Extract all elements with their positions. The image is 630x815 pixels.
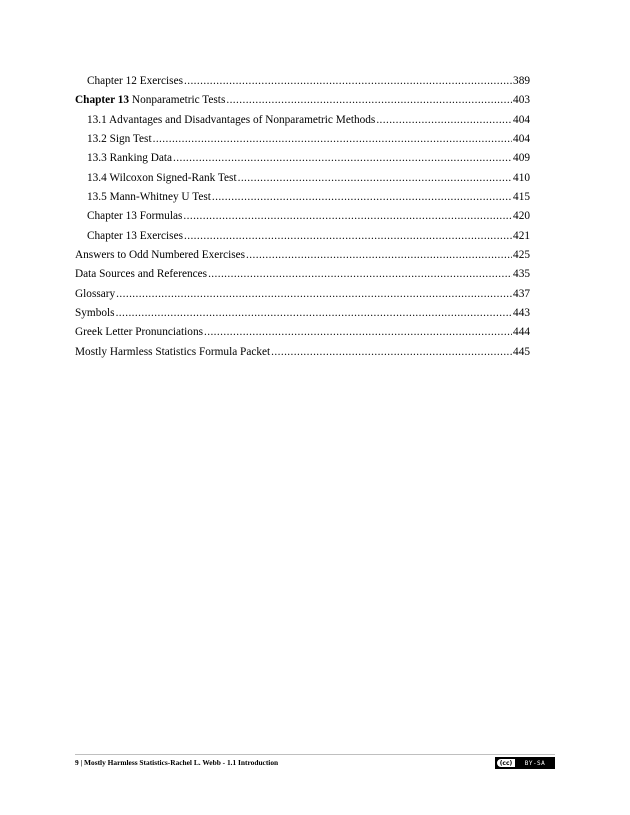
toc-entry-label: Chapter 13 Nonparametric Tests [75, 94, 226, 107]
dot-leader [183, 207, 512, 226]
toc-entry-label: Answers to Odd Numbered Exercises [75, 249, 246, 262]
toc-entry-page: 409 [513, 152, 530, 165]
toc-entry-label: Mostly Harmless Statistics Formula Packet [75, 345, 271, 358]
chapter-number: Chapter 13 [75, 94, 130, 107]
toc-entry-label: Data Sources and References [75, 268, 208, 281]
page-footer [75, 754, 555, 771]
dot-leader [116, 285, 512, 304]
toc-entry-page: 420 [513, 210, 530, 223]
toc-entry-label: 13.1 Advantages and Disadvantages of Nonparametric Methods [87, 113, 376, 126]
toc-entry[interactable] [75, 111, 530, 130]
dot-leader [173, 149, 512, 168]
toc-entry[interactable] [75, 227, 530, 246]
toc-entry[interactable] [75, 169, 530, 188]
toc-entry[interactable] [75, 323, 530, 342]
toc-entry-page: 389 [513, 75, 530, 87]
toc-entry-label: 13.3 Ranking Data [87, 152, 173, 165]
dot-leader [184, 72, 512, 91]
toc-entry[interactable] [75, 246, 530, 265]
toc-entry[interactable] [75, 207, 530, 226]
toc-entry-label: Greek Letter Pronunciations [75, 326, 203, 339]
toc-entry[interactable] [75, 285, 530, 304]
toc-entry-label: Chapter 13 Formulas [87, 210, 183, 223]
table-of-contents [75, 72, 530, 362]
toc-entry-page: 425 [513, 249, 530, 262]
toc-entry-page: 435 [513, 268, 530, 281]
toc-entry-page: 421 [513, 229, 530, 242]
cc-badge-left: (cc) [496, 758, 516, 768]
dot-leader [212, 188, 512, 207]
dot-leader [238, 169, 512, 188]
dot-leader [208, 265, 512, 284]
dot-leader [271, 343, 512, 362]
cc-badge-right: BY-SA [524, 759, 546, 767]
toc-entry[interactable] [75, 265, 530, 284]
toc-entry-label: 13.4 Wilcoxon Signed-Rank Test [87, 171, 237, 184]
toc-entry[interactable] [75, 72, 530, 91]
toc-entry[interactable] [75, 188, 530, 207]
dot-leader [376, 111, 512, 130]
toc-entry-page: 443 [513, 307, 530, 320]
toc-entry-page: 444 [513, 326, 530, 339]
toc-entry-label: 13.2 Sign Test [87, 133, 152, 146]
creative-commons-by-sa-icon[interactable] [495, 757, 555, 769]
toc-entry-label: Chapter 13 Exercises [87, 229, 183, 242]
toc-entry[interactable] [75, 149, 530, 168]
dot-leader [246, 246, 512, 265]
dot-leader [204, 323, 512, 342]
dot-leader [184, 227, 512, 246]
toc-entry-label: Chapter 12 Exercises [87, 75, 183, 87]
toc-entry-label: Glossary [75, 287, 116, 300]
toc-entry-page: 404 [513, 133, 530, 146]
dot-leader [226, 91, 512, 110]
toc-entry-page: 403 [513, 94, 530, 107]
toc-entry[interactable] [75, 343, 530, 362]
toc-entry[interactable] [75, 130, 530, 149]
toc-entry-page: 415 [513, 191, 530, 204]
toc-entry[interactable] [75, 304, 530, 323]
toc-entry-page: 404 [513, 113, 530, 126]
toc-entry[interactable] [75, 91, 530, 110]
toc-entry-label: Symbols [75, 307, 115, 320]
toc-entry-page: 437 [513, 287, 530, 300]
footer-text: 9 | Mostly Harmless Statistics-Rachel L. Webb - 1.1 Introduction [75, 758, 279, 767]
toc-entry-label: 13.5 Mann-Whitney U Test [87, 191, 211, 204]
toc-entry-page: 445 [513, 345, 530, 358]
dot-leader [153, 130, 512, 149]
toc-entry-page: 410 [513, 171, 530, 184]
dot-leader [116, 304, 512, 323]
